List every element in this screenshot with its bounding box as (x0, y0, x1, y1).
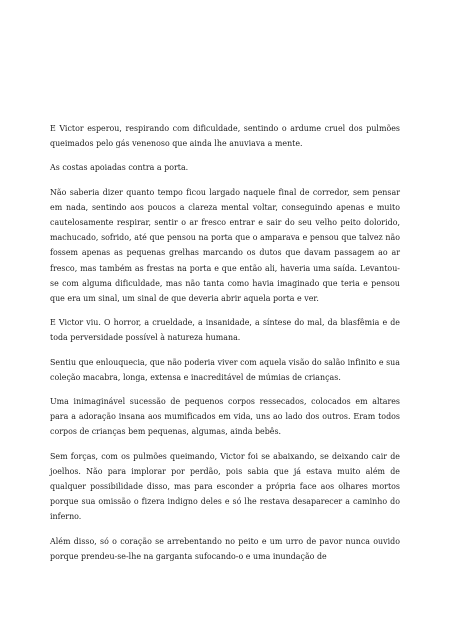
paragraph-4: E Victor viu. O horror, a crueldade, a insanidade, a síntese do mal, da blasfêmia e de toda perversidade possível à natureza humana. (50, 318, 400, 343)
paragraph-3: Não saberia dizer quanto tempo ficou largado naquele final de corredor, sem pensar em nada, sentindo aos poucos a clareza mental voltar, conseguindo apenas e muito cautelosamente respirar, sentir o ar fresco entrar e sair do seu velho peito dolorido, machucado, sofrido, até que pensou na porta que o amparava e pensou que talvez não fossem apenas as pequenas grelhas marcando os dutos que davam passagem ao ar fresco, mas também as frestas na porta e que então ali, haveria uma saída. Levantou-se com alguma dificuldade, mas não tanta como havia imaginado que teria e pensou que era um sinal, um sinal de que deveria abrir aquela porta e ver. (50, 187, 400, 304)
paragraph-2: As costas apoiadas contra a porta. (50, 163, 189, 173)
paragraph-7: Sem forças, com os pulmões queimando, Victor foi se abaixando, se deixando cair de joelhos. Não para implorar por perdão, pois sabia que já estava muito além de qualquer possibilidade disso, mas para esconder a própria face aos olhares mortos porque sua omissão o fizera indigno deles e só lhe restava desaparecer a caminho do inferno. (50, 451, 400, 522)
paragraph-8: Além disso, só o coração se arrebentando no peito e um urro de pavor nunca ouvido porque prendeu-se-lhe na garganta sufocando-o e uma inundação de (50, 536, 400, 561)
paragraph-5: Sentiu que enlouquecia, que não poderia viver com aquela visão do salão infinito e sua coleção macabra, longa, extensa e inacreditável de múmias de crianças. (50, 357, 400, 382)
paragraph-1: E Victor esperou, respirando com dificuldade, sentindo o ardume cruel dos pulmões queimados pelo gás venenoso que ainda lhe anuviava a mente. (50, 124, 400, 149)
body-text (50, 121, 400, 573)
paragraph-6: Uma inimaginável sucessão de pequenos corpos ressecados, colocados em altares para a adoração insana aos mumificados em vida, uns ao lado dos outros. Eram todos corpos de crianças bem pequenas, algumas, ainda bebês. (50, 397, 400, 437)
